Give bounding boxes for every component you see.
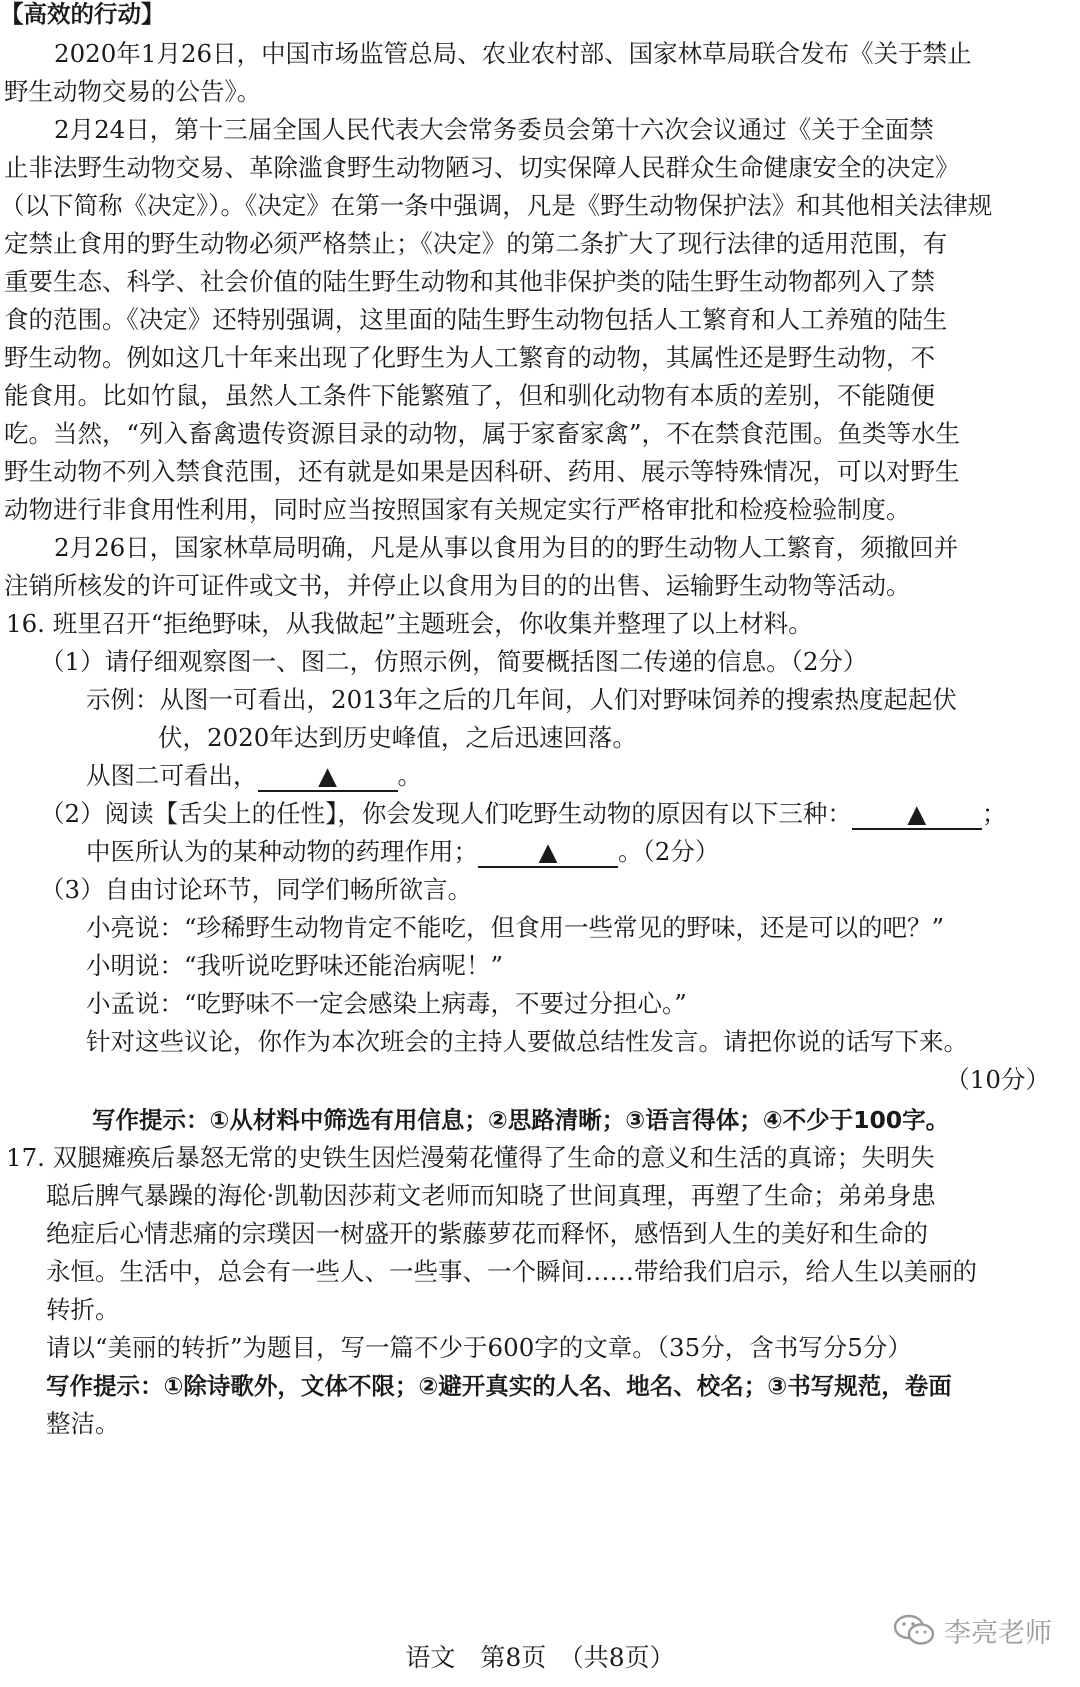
paragraph-line: 重要生态、科学、社会价值的陆生野生动物和其他非保护类的陆生野生动物都列入了禁 [4,267,935,296]
part2-line2-suffix: 。（2分） [618,837,720,866]
paragraph-line: 动物进行非食用性利用，同时应当按照国家有关规定实行严格审批和检疫检验制度。 [4,495,911,524]
paragraph-line: （以下简称《决定》）。《决定》在第一条中强调，凡是《野生动物保护法》和其他相关法律规 [0,191,993,220]
q16-writing-hint: 写作提示：①从材料中筛选有用信息；②思路清晰；③语言得体；④不少于100字。 [92,1106,950,1134]
paragraph-line: 定禁止食用的野生动物必须严格禁止；《决定》的第二条扩大了现行法律的适用范围，有 [4,229,948,258]
q17-writing-hint: 写作提示：①除诗歌外，文体不限；②避开真实的人名、地名、校名；③书写规范，卷面 [46,1372,952,1400]
paragraph-line: 野生动物交易的公告》。 [4,77,262,106]
paragraph-line: 止非法野生动物交易、革除滥食野生动物陋习、切实保障人民群众生命健康安全的决定》 [4,153,960,182]
part2-suffix: ； [981,799,1007,828]
q17-stem-line: 绝症后心情悲痛的宗璞因一树盛开的紫藤萝花而释怀，感悟到人生的美好和生命的 [46,1219,928,1248]
q16-part2-line2 [0,832,1080,872]
q16-example-line1: 示例：从图一可看出，2013年之后的几年间，人们对野味饲养的搜索热度起起伏 [86,685,957,714]
q17-stem-line: 转折。 [46,1295,120,1324]
paragraph-line: 注销所核发的许可证件或文书，并停止以食用为目的的出售、运输野生动物等活动。 [4,571,911,600]
q16-quote-xiaoming: 小明说：“我听说吃野味还能治病呢！” [86,951,504,980]
q16-part3: （3）自由讨论环节，同学们畅所欲言。 [40,875,473,904]
q17-prompt: 请以“美丽的转折”为题目，写一篇不少于600字的文章。（35分，含书写分5分） [46,1333,912,1362]
answer-prefix: 从图二可看出， [86,761,258,790]
paragraph-line: 能食用。比如竹鼠，虽然人工条件下能繁殖了，但和驯化动物有本质的差别，不能随便 [4,381,935,410]
q17-writing-hint-end: 整洁。 [46,1409,120,1438]
q17-stem-line: 聪后脾气暴躁的海伦·凯勒因莎莉文老师而知晓了世间真理，再塑了生命；弟弟身患 [46,1181,936,1210]
paragraph-line: 2月24日，第十三届全国人民代表大会常务委员会第十六次会议通过《关于全面禁 [54,115,934,144]
q16-part2-line1 [0,794,1080,834]
part2-line2-prefix: 中医所认为的某种动物的药理作用； [86,837,478,866]
paragraph-line: 野生动物不列入禁食范围，还有就是如果是因科研、药用、展示等特殊情况，可以对野生 [4,457,960,486]
answer-blank[interactable]: ▲ [258,762,398,792]
paragraph-line: 吃。当然，“列入畜禽遗传资源目录的动物，属于家畜家禽”，不在禁食范围。鱼类等水生 [4,419,961,448]
watermark-text: 李亮老师 [944,1617,1052,1649]
q17-stem-line: 永恒。生活中，总会有一些人、一些事、一个瞬间……带给我们启示，给人生以美丽的 [46,1257,977,1286]
part2-prefix: （2）阅读【舌尖上的任性】，你会发现人们吃野生动物的原因有以下三种： [40,799,852,828]
answer-suffix: 。 [397,761,422,790]
q16-stem: 16. 班里召开“拒绝野味，从我做起”主题班会，你收集并整理了以上材料。 [6,609,813,638]
answer-blank[interactable]: ▲ [852,800,982,830]
answer-blank[interactable]: ▲ [478,838,618,868]
paragraph-line: 野生动物。例如这几十年来出现了化野生为人工繁育的动物，其属性还是野生动物，不 [4,343,935,372]
q17-stem-line: 17. 双腿瘫痪后暴怒无常的史铁生因烂漫菊花懂得了生命的意义和生活的真谛；失明失 [6,1143,935,1172]
q16-quote-xiaomeng: 小孟说：“吃野味不一定会感染上病毒，不要过分担心。” [86,989,687,1018]
page-footer: 语文 第8页 （共8页） [405,1643,675,1672]
paragraph-line: 2月26日，国家林草局明确，凡是从事以食用为目的的野生动物人工繁育，须撤回并 [54,533,959,562]
paragraph-line: 食的范围。《决定》还特别强调，这里面的陆生野生动物包括人工繁育和人工养殖的陆生 [4,305,948,334]
paragraph-line: 2020年1月26日，中国市场监管总局、农业农村部、国家林草局联合发布《关于禁止 [54,39,972,68]
q16-task: 针对这些议论，你作为本次班会的主持人要做总结性发言。请把你说的话写下来。 [86,1027,968,1056]
q16-score: （10分） [945,1065,1050,1094]
q16-part1-answer [0,756,1080,796]
q16-quote-xiaoliang: 小亮说：“珍稀野生动物肯定不能吃，但食用一些常见的野味，还是可以的吧？” [86,913,945,942]
section-title: 【高效的行动】 [0,0,165,28]
q16-part1: （1）请仔细观察图一、图二，仿照示例，简要概括图二传递的信息。（2分） [40,647,868,676]
q16-example-line2: 伏，2020年达到历史峰值，之后迅速回落。 [158,723,637,752]
